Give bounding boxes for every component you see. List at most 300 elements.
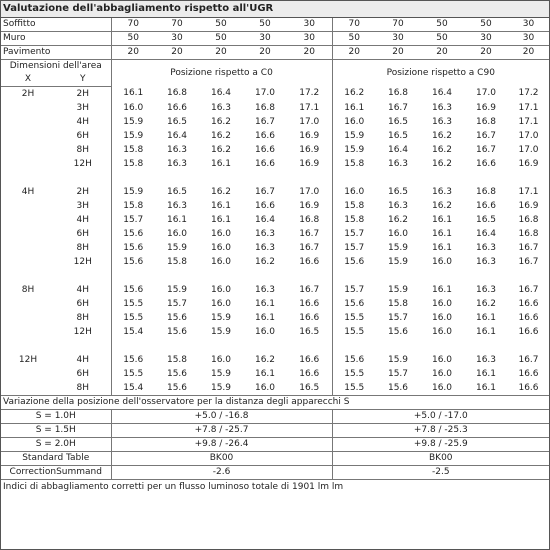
ugr-value-c90: 16.0 [431,368,453,379]
ugr-value-c0: 17.1 [287,101,332,115]
ugr-value-c90: 15.7 [387,312,409,323]
data-row [1,367,549,381]
ugr-value-c0: 16.1 [123,88,144,99]
ugr-value-c0: 15.9 [166,284,188,295]
spacer-cell [55,171,111,185]
ugr-value-c0: 16.0 [254,326,276,337]
correction-row [1,466,549,480]
ugr-value-c90: 16.6 [518,326,539,337]
ugr-value-c90: 16.8 [387,88,409,99]
data-row [1,213,549,227]
x-dimension [1,213,55,227]
ugr-value-c0: 16.8 [254,102,276,113]
data-row [1,353,549,367]
ugr-value-c90: 16.6 [475,200,497,211]
variation-title-row [1,396,549,410]
x-dimension [1,143,55,157]
ugr-table [1,18,549,545]
data-row [1,255,549,269]
reflectance-value: 50 [464,18,508,32]
data-row [1,157,549,171]
x-dimension [1,199,55,213]
spacer-cell [332,171,549,185]
x-dimension [1,129,55,143]
ugr-value-c90: 17.0 [475,88,497,99]
ugr-value-c90: 15.7 [387,368,409,379]
ugr-value-c0: 16.3 [166,144,188,155]
ugr-value-c0: 16.6 [254,130,276,141]
spacer-cell [111,269,332,283]
ugr-value-c90: 16.5 [387,130,409,141]
ugr-value-c0: 16.8 [287,213,332,227]
ugr-value-c90: 15.8 [387,298,409,309]
ugr-value-c90: 15.9 [387,256,409,267]
y-dimension: 4H [55,283,111,297]
ugr-value-c0: 15.8 [166,256,188,267]
correction-c90: -2.5 [332,466,549,480]
ugr-value-c0: 16.9 [287,143,332,157]
spacer-row [1,269,549,283]
ugr-value-c90: 16.8 [475,116,497,127]
y-dimension: 12H [55,325,111,339]
ugr-value-c90: 16.3 [431,186,453,197]
ugr-value-c0: 15.6 [166,312,188,323]
y-dimension: 4H [55,115,111,129]
data-row [1,283,549,297]
ugr-value-c90: 15.9 [387,354,409,365]
header-row [1,60,549,74]
data-row [1,311,549,325]
ugr-value-c0: 16.0 [123,102,144,113]
ugr-value-c90: 16.7 [518,354,539,365]
ugr-value-c0: 16.0 [210,354,232,365]
ugr-value-c0: 17.2 [287,87,332,102]
reflectance-value: 20 [155,46,199,60]
reflectance-label: Muro [1,32,111,46]
ugr-value-c90: 16.7 [475,144,497,155]
x-dimension [1,325,55,339]
y-dimension: 12H [55,157,111,171]
footer-note [1,480,549,546]
ugr-value-c0: 15.6 [166,326,188,337]
correction-label: CorrectionSummand [1,466,111,480]
ugr-value-c90: 16.6 [518,368,539,379]
ugr-value-c0: 15.8 [123,144,144,155]
variation-label: S = 2.0H [1,438,111,452]
ugr-value-c90: 16.2 [431,200,453,211]
ugr-value-c0: 15.9 [123,186,144,197]
ugr-value-c90: 16.2 [387,214,409,225]
ugr-value-c90: 15.8 [344,200,365,211]
ugr-value-c0: 16.1 [210,200,232,211]
reflectance-value: 50 [243,18,287,32]
variation-c90: +9.8 / -25.9 [332,438,549,452]
x-dimension [1,157,55,171]
standard-table-c90: BK00 [332,452,549,466]
y-dimension: 2H [55,185,111,199]
ugr-value-c90: 16.3 [475,242,497,253]
ugr-value-c90: 16.3 [431,116,453,127]
y-dimension: 3H [55,199,111,213]
data-row [1,143,549,157]
ugr-value-c0: 16.0 [210,228,232,239]
reflectance-value: 70 [332,18,376,32]
ugr-value-c0: 16.7 [287,227,332,241]
spacer-row [1,339,549,353]
reflectance-row [1,32,549,46]
ugr-value-c90: 16.1 [475,382,497,393]
y-dimension: 6H [55,227,111,241]
y-dimension: 8H [55,143,111,157]
data-row [1,199,549,213]
reflectance-value: 20 [243,46,287,60]
ugr-value-c0: 15.6 [166,382,188,393]
variation-c0: +5.0 / -16.8 [111,410,332,424]
x-dimension [1,311,55,325]
ugr-value-c0: 16.7 [254,116,276,127]
ugr-value-c0: 16.4 [210,88,232,99]
data-row [1,115,549,129]
x-dimension [1,297,55,311]
variation-c90: +5.0 / -17.0 [332,410,549,424]
ugr-value-c90: 16.1 [344,102,365,113]
ugr-value-c90: 17.2 [518,88,539,99]
footer-text: Indici di abbagliamento corretti per un flusso luminoso totale di 1901 lm lm [3,482,344,492]
ugr-value-c0: 16.5 [166,186,188,197]
ugr-value-c0: 15.6 [123,284,144,295]
y-header: Y [55,73,111,87]
ugr-value-c90: 16.4 [387,144,409,155]
ugr-value-c90: 15.9 [344,130,365,141]
ugr-value-c0: 17.0 [254,88,276,99]
ugr-value-c90: 16.9 [518,158,539,169]
variation-row [1,438,549,452]
reflectance-value: 30 [508,18,549,32]
ugr-value-c0: 15.5 [123,312,144,323]
ugr-value-c90: 17.1 [518,102,539,113]
reflectance-value: 30 [508,32,549,46]
ugr-value-c0: 16.6 [287,353,332,367]
ugr-value-c0: 15.6 [123,354,144,365]
x-dimension: 4H [21,186,35,197]
reflectance-value: 50 [111,32,155,46]
ugr-value-c90: 16.0 [431,326,453,337]
ugr-value-c0: 16.2 [210,116,232,127]
data-row [1,381,549,396]
ugr-value-c0: 16.0 [254,382,276,393]
x-dimension: 2H [21,88,35,99]
reflectance-value: 50 [199,18,243,32]
ugr-value-c0: 16.6 [254,200,276,211]
reflectance-value: 20 [464,46,508,60]
ugr-value-c0: 16.7 [287,283,332,297]
data-row [1,325,549,339]
ugr-value-c0: 16.1 [166,214,188,225]
ugr-value-c90: 16.2 [344,88,365,99]
ugr-value-c0: 16.0 [210,256,232,267]
ugr-value-c0: 16.0 [166,228,188,239]
ugr-value-c0: 15.5 [123,368,144,379]
y-dimension: 4H [55,213,111,227]
reflectance-value: 20 [332,46,376,60]
ugr-value-c90: 16.3 [475,284,497,295]
variation-row [1,424,549,438]
ugr-value-c0: 15.6 [166,368,188,379]
spacer-cell [1,269,55,283]
ugr-value-c0: 15.9 [210,326,232,337]
ugr-value-c0: 15.7 [166,298,188,309]
reflectance-value: 30 [287,18,332,32]
x-dimension [1,255,55,269]
ugr-value-c0: 16.9 [287,199,332,213]
document-title: Valutazione dell'abbagliamento rispetto all'UGR [1,1,549,18]
ugr-value-c0: 15.7 [123,214,144,225]
variation-label: S = 1.5H [1,424,111,438]
ugr-value-c90: 15.8 [344,158,365,169]
ugr-value-c0: 16.2 [254,354,276,365]
reflectance-value: 50 [420,32,464,46]
ugr-value-c90: 15.5 [344,312,365,323]
ugr-value-c90: 17.1 [518,186,539,197]
ugr-value-c90: 17.1 [518,116,539,127]
y-dimension: 6H [55,297,111,311]
reflectance-value: 30 [376,32,420,46]
standard-table-c0: BK00 [111,452,332,466]
ugr-value-c0: 16.6 [287,297,332,311]
ugr-value-c90: 16.6 [518,382,539,393]
ugr-value-c90: 15.9 [344,144,365,155]
ugr-value-c0: 16.6 [287,367,332,381]
ugr-value-c0: 15.6 [123,228,144,239]
variation-c0: +7.8 / -25.7 [111,424,332,438]
y-dimension: 4H [55,353,111,367]
reflectance-value: 30 [287,32,332,46]
ugr-value-c0: 16.1 [254,298,276,309]
ugr-value-c90: 16.2 [431,158,453,169]
ugr-value-c0: 16.0 [210,242,232,253]
ugr-value-c0: 16.4 [166,130,188,141]
ugr-value-c90: 16.0 [431,354,453,365]
ugr-value-c0: 15.5 [123,298,144,309]
ugr-value-c90: 16.4 [475,228,497,239]
reflectance-value: 30 [464,32,508,46]
spacer-cell [111,171,332,185]
ugr-value-c0: 16.6 [166,102,188,113]
ugr-value-c90: 16.3 [387,158,409,169]
x-dimension: 12H [18,354,38,365]
ugr-value-c0: 16.3 [210,102,232,113]
ugr-value-c90: 16.0 [431,382,453,393]
ugr-value-c90: 16.7 [518,256,539,267]
ugr-value-c90: 16.8 [475,186,497,197]
x-header: X [1,73,55,87]
ugr-value-c90: 16.7 [387,102,409,113]
standard-table-row [1,452,549,466]
ugr-value-c90: 16.6 [475,158,497,169]
ugr-value-c0: 16.3 [254,242,276,253]
ugr-value-c0: 16.3 [254,228,276,239]
ugr-value-c0: 15.9 [166,242,188,253]
ugr-value-c0: 16.5 [287,325,332,339]
y-dimension: 2H [55,87,111,102]
y-dimension: 8H [55,241,111,255]
ugr-value-c0: 16.4 [254,214,276,225]
ugr-value-c0: 16.5 [287,381,332,396]
ugr-value-c90: 15.6 [344,298,365,309]
ugr-value-c0: 15.8 [166,354,188,365]
reflectance-value: 50 [420,18,464,32]
reflectance-row [1,18,549,32]
spacer-cell [55,269,111,283]
ugr-value-c0: 16.2 [210,144,232,155]
ugr-value-c0: 17.0 [287,115,332,129]
ugr-value-c90: 15.6 [387,326,409,337]
ugr-value-c90: 16.2 [431,144,453,155]
ugr-value-c0: 16.0 [210,298,232,309]
ugr-value-c0: 16.2 [254,256,276,267]
correction-c0: -2.6 [111,466,332,480]
ugr-value-c0: 16.8 [166,88,188,99]
ugr-value-c90: 15.9 [387,284,409,295]
ugr-value-c0: 17.0 [287,185,332,199]
ugr-value-c90: 16.5 [387,186,409,197]
ugr-value-c0: 16.1 [254,368,276,379]
ugr-value-c0: 15.6 [123,256,144,267]
ugr-value-c90: 15.8 [344,214,365,225]
reflectance-value: 50 [199,32,243,46]
reflectance-value: 30 [155,32,199,46]
ugr-value-c90: 15.6 [344,354,365,365]
ugr-value-c90: 16.0 [431,256,453,267]
ugr-value-c0: 16.3 [166,200,188,211]
reflectance-value: 70 [155,18,199,32]
y-dimension: 8H [55,381,111,396]
y-dimension: 8H [55,311,111,325]
ugr-value-c90: 16.3 [431,102,453,113]
footer-row [1,480,549,546]
ugr-value-c90: 15.6 [387,382,409,393]
area-dimensions-header: Dimensioni dell'area [1,60,111,74]
ugr-value-c0: 15.8 [123,200,144,211]
ugr-value-c0: 16.2 [210,186,232,197]
ugr-value-c90: 16.1 [475,312,497,323]
reflectance-value: 20 [111,46,155,60]
x-dimension [1,115,55,129]
ugr-value-c90: 15.5 [344,326,365,337]
ugr-value-c90: 16.2 [431,130,453,141]
ugr-value-c90: 16.8 [518,228,539,239]
reflectance-value: 20 [199,46,243,60]
data-row [1,185,549,199]
data-row [1,227,549,241]
ugr-value-c90: 16.1 [431,242,453,253]
reflectance-label: Soffitto [1,18,111,32]
ugr-value-c0: 16.3 [254,284,276,295]
spacer-cell [332,269,549,283]
ugr-value-c90: 15.7 [344,228,365,239]
ugr-value-c90: 15.9 [387,242,409,253]
ugr-value-c90: 16.0 [344,186,365,197]
data-row [1,129,549,143]
ugr-value-c0: 16.6 [287,255,332,269]
spacer-cell [332,339,549,353]
y-dimension: 3H [55,101,111,115]
ugr-value-c90: 16.4 [431,88,453,99]
ugr-value-c0: 16.3 [166,158,188,169]
ugr-value-c0: 16.1 [210,158,232,169]
ugr-value-c90: 16.0 [431,312,453,323]
ugr-value-c90: 16.3 [475,354,497,365]
reflectance-value: 20 [287,46,332,60]
reflectance-value: 20 [420,46,464,60]
ugr-value-c0: 16.9 [287,129,332,143]
ugr-value-c90: 16.7 [518,242,539,253]
variation-label: S = 1.0H [1,410,111,424]
ugr-value-c0: 16.1 [254,312,276,323]
ugr-value-c90: 16.3 [387,200,409,211]
ugr-value-c90: 16.9 [518,200,539,211]
reflectance-value: 30 [243,32,287,46]
ugr-value-c90: 16.7 [518,284,539,295]
y-dimension: 6H [55,367,111,381]
ugr-value-c90: 15.6 [344,256,365,267]
reflectance-value: 70 [376,18,420,32]
ugr-value-c90: 16.2 [475,298,497,309]
ugr-value-c90: 15.5 [344,368,365,379]
x-dimension [1,241,55,255]
ugr-value-c90: 16.1 [431,228,453,239]
ugr-value-c0: 15.4 [123,326,144,337]
standard-table-label: Standard Table [1,452,111,466]
variation-title: Variazione della posizione dell'osservatore per la distanza degli apparecchi S [1,396,549,410]
variation-c0: +9.8 / -26.4 [111,438,332,452]
ugr-value-c90: 16.1 [431,214,453,225]
ugr-value-c90: 16.0 [387,228,409,239]
ugr-value-c0: 16.0 [210,284,232,295]
ugr-value-c90: 16.8 [518,214,539,225]
ugr-value-c90: 15.7 [344,284,365,295]
ugr-value-c0: 15.9 [123,116,144,127]
x-dimension [1,101,55,115]
ugr-value-c0: 15.9 [210,312,232,323]
ugr-value-c90: 17.0 [518,130,539,141]
x-dimension: 8H [21,284,35,295]
ugr-value-c90: 16.5 [387,116,409,127]
spacer-cell [111,339,332,353]
ugr-value-c90: 16.1 [475,368,497,379]
c90-header: Posizione rispetto a C90 [386,67,495,78]
ugr-value-c90: 16.7 [475,130,497,141]
x-dimension [1,367,55,381]
ugr-value-c0: 15.8 [123,158,144,169]
x-dimension [1,381,55,396]
ugr-value-c90: 16.6 [518,298,539,309]
ugr-value-c90: 16.9 [475,102,497,113]
reflectance-value: 70 [111,18,155,32]
ugr-value-c0: 15.6 [123,242,144,253]
data-row [1,87,549,102]
spacer-cell [1,339,55,353]
reflectance-row [1,46,549,60]
data-row [1,241,549,255]
ugr-value-c0: 15.9 [210,368,232,379]
ugr-value-c90: 16.1 [475,326,497,337]
ugr-value-c90: 16.0 [431,298,453,309]
spacer-cell [1,171,55,185]
ugr-value-c90: 16.1 [431,284,453,295]
variation-row [1,410,549,424]
ugr-value-c0: 16.2 [210,130,232,141]
